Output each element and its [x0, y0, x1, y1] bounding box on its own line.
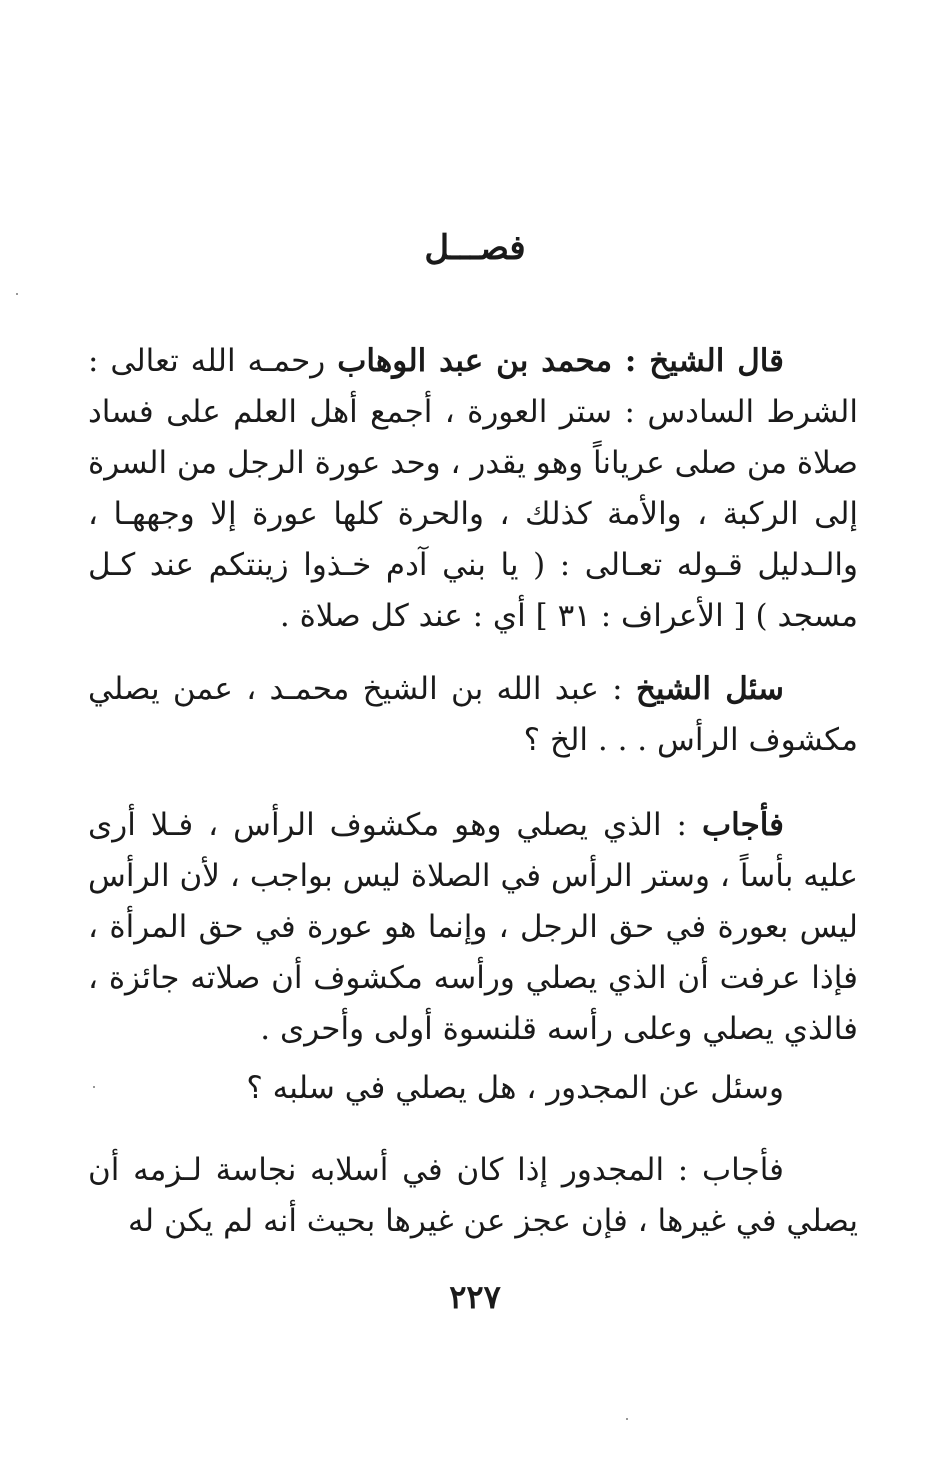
paragraph-lead: سئل الشيخ — [635, 671, 784, 707]
scan-speck — [626, 1418, 628, 1420]
paragraph-body: : الذي يصلي وهو مكشوف الرأس ، فـلا أرى عليه بأساً ، وستر الرأس في الصلاة ليس بواجب ، لأن الرأس ليس بعورة في حق الرجل ، وإنما هو عورة في حق المرأة ، فإذا عرفت أن الذي يصلي ورأسه مكشوف أن صلاته جائزة ، فالذي يصلي وعلى رأسه قلنسوة أولى وأحرى . — [88, 807, 858, 1047]
paragraph-lead: قال الشيخ : محمد بن عبد الوهاب — [337, 343, 784, 379]
paragraph-sheikh-statement — [88, 336, 858, 642]
paragraph-text — [88, 1145, 858, 1247]
paragraph-text — [88, 664, 858, 766]
paragraph-lead: فأجاب — [701, 807, 784, 843]
paragraph-body: : عبد الله بن الشيخ محمـد ، عمن يصلي مكشوف الرأس . . . الخ ؟ — [88, 671, 858, 758]
page-number: ٢٢٧ — [449, 1278, 501, 1316]
paragraph-second-question — [88, 1063, 858, 1114]
paragraph-body: فأجاب : المجدور إذا كان في أسلابه نجاسة لـزمه أن يصلي في غيرها ، فإن عجز عن غيرها بحيث أنه لم يكن له — [88, 1152, 858, 1239]
scan-speck — [93, 1086, 95, 1088]
paragraph-answer — [88, 800, 858, 1055]
paragraph-text — [88, 336, 858, 642]
paragraph-body: رحمـه الله تعالى : الشرط السادس : ستر العورة ، أجمع أهل العلم على فساد صلاة من صلى عرياناً وهو يقدر ، وحد عورة الرجل من السرة إلى الركبة ، والأمة كذلك ، والحرة كلها عورة إلا وجههـا ، والـدليل قـوله تعـالى : ( يا بني آدم خـذوا زينتكم عند كـل مسجد ) [ الأعراف : ٣١ ] أي : عند كل صلاة . — [88, 343, 858, 634]
paragraph-question — [88, 664, 858, 766]
paragraph-text — [88, 1063, 858, 1114]
paragraph-text — [88, 800, 858, 1055]
paragraph-body: وسئل عن المجدور ، هل يصلي في سلبه ؟ — [246, 1070, 784, 1106]
paragraph-second-answer — [88, 1145, 858, 1247]
scan-speck — [16, 293, 18, 295]
section-heading: فصـــل — [424, 228, 526, 268]
